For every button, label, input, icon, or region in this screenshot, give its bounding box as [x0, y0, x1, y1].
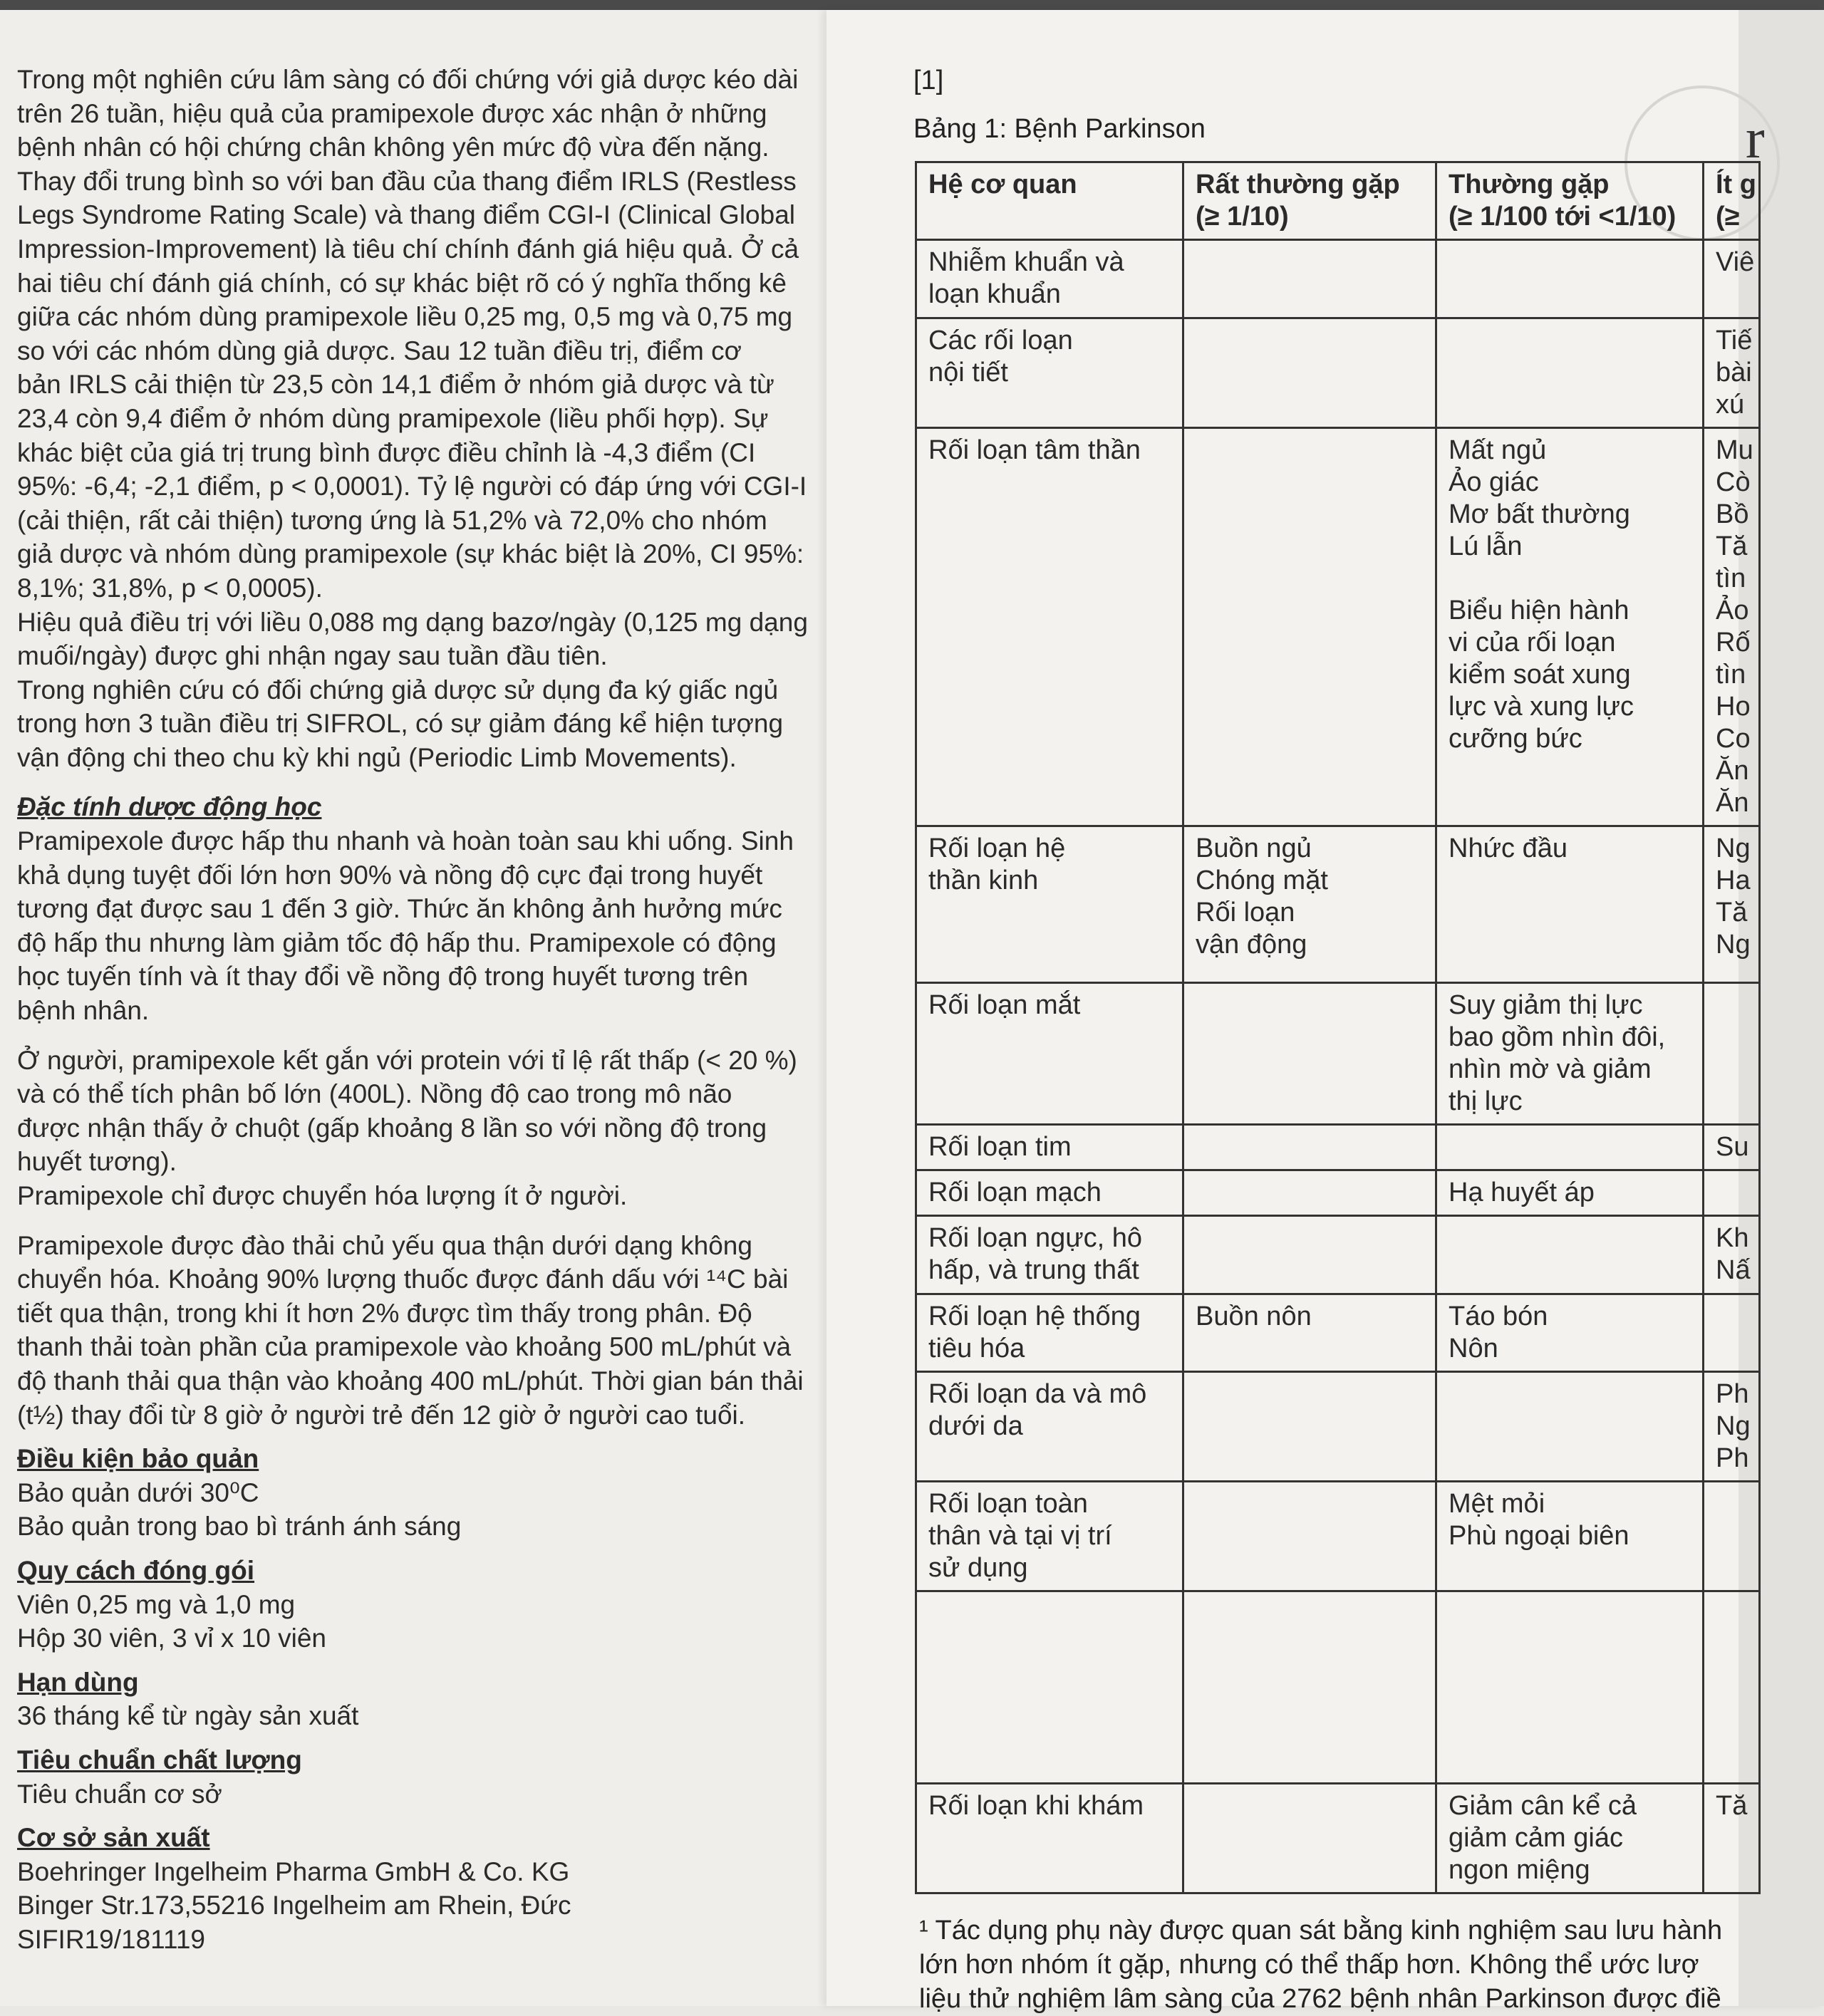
table-cell: Hạ huyết áp	[1436, 1170, 1704, 1216]
table-cell: Mệt mỏi Phù ngoại biên	[1436, 1482, 1704, 1591]
body-text-line: Bảo quản dưới 30⁰C	[17, 1477, 259, 1507]
table-cell: Nhức đầu	[1436, 826, 1704, 983]
table-cell: Rối loạn mắt	[916, 983, 1183, 1125]
table-cell: Mu Cò Bồ Tă tìn Ảo Rố tìn Ho Co Ăn Ăn	[1704, 428, 1760, 826]
footnote-line: liệu thử nghiệm lâm sàng của 2762 bệnh nhân Parkinson được điề	[919, 1984, 1721, 2014]
table-row	[916, 826, 1760, 983]
table-cell	[1436, 1216, 1704, 1294]
body-text-line: Tiêu chuẩn cơ sở	[17, 1779, 222, 1809]
body-text-line: tương đạt được sau 1 đến 3 giờ. Thức ăn không ảnh hưởng mức	[17, 894, 782, 924]
table-row	[916, 428, 1760, 826]
section-heading-shelf-life: Hạn dùng	[17, 1667, 139, 1697]
table-cell: Buồn nôn	[1183, 1294, 1436, 1372]
body-text-line: Trong một nghiên cứu lâm sàng có đối chứng với giả dược kéo dài	[17, 65, 799, 94]
table-cell	[1436, 1372, 1704, 1482]
edge-letter: r	[1746, 108, 1765, 170]
table-cell: Rối loạn hệ thống tiêu hóa	[916, 1294, 1183, 1372]
table-row	[916, 983, 1760, 1125]
table-row	[916, 1294, 1760, 1372]
table-cell: Rối loạn hệ thần kinh	[916, 826, 1183, 983]
table-row	[916, 1216, 1760, 1294]
table-cell: Mất ngủ Ảo giác Mơ bất thường Lú lẫn Biểu hiện hành vi của rối loạn kiểm soát xung lực và xung lực cưỡng bức	[1436, 428, 1704, 826]
table-cell: Ph Ng Ph	[1704, 1372, 1760, 1482]
table-cell: Rối loạn da và mô dưới da	[916, 1372, 1183, 1482]
body-text-line: độ thanh thải qua thận vào khoảng 400 mL/phút. Thời gian bán thải	[17, 1366, 804, 1396]
table-cell: Nhiễm khuẩn và loạn khuẩn	[916, 240, 1183, 318]
table-cell	[1183, 1170, 1436, 1216]
table-row	[916, 1170, 1760, 1216]
body-text-line: Pramipexole chỉ được chuyển hóa lượng ít ở người.	[17, 1181, 628, 1210]
table-row	[916, 1784, 1760, 1893]
body-text-line: giữa các nhóm dùng pramipexole liều 0,25 mg, 0,5 mg và 0,75 mg	[17, 302, 793, 332]
table-cell: Kh Nấ	[1704, 1216, 1760, 1294]
table-caption: Bảng 1: Bệnh Parkinson	[913, 114, 1206, 144]
body-text-line: chuyển hóa. Khoảng 90% lượng thuốc được đánh dấu với ¹⁴C bài	[17, 1264, 789, 1294]
body-text-line: Boehringer Ingelheim Pharma GmbH & Co. KG	[17, 1856, 570, 1886]
body-text-line: Hộp 30 viên, 3 vỉ x 10 viên	[17, 1623, 326, 1653]
page-top-shadow	[0, 0, 1824, 10]
table-cell	[1436, 1591, 1704, 1784]
table-header-row	[916, 162, 1760, 240]
body-text-line: tiết qua thận, trong khi ít hơn 2% được tìm thấy trong phân. Độ	[17, 1298, 752, 1328]
table-cell: Rối loạn mạch	[916, 1170, 1183, 1216]
body-text-line: bệnh nhân.	[17, 996, 150, 1026]
table-cell	[1183, 318, 1436, 428]
table-row	[916, 1482, 1760, 1591]
adverse-effects-table	[915, 161, 1761, 1894]
table-cell: Táo bón Nôn	[1436, 1294, 1704, 1372]
body-text-line: muối/ngày) được ghi nhận ngay sau tuần đầu tiên.	[17, 641, 608, 671]
body-text-line: Viên 0,25 mg và 1,0 mg	[17, 1589, 296, 1619]
body-text-line: bản IRLS cải thiện từ 23,5 còn 14,1 điểm ở nhóm giả dược và từ	[17, 370, 774, 400]
body-text-line: huyết tương).	[17, 1147, 177, 1177]
body-text-line: Pramipexole được hấp thu nhanh và hoàn toàn sau khi uống. Sinh	[17, 826, 794, 856]
body-text-line: Pramipexole được đào thải chủ yếu qua thận dưới dạng không	[17, 1230, 752, 1260]
body-text-line: 95%: -6,4; -2,1 điểm, p < 0,0001). Tỷ lệ người có đáp ứng với CGI-I	[17, 472, 807, 502]
table-cell: Rối loạn tâm thần	[916, 428, 1183, 826]
body-text-line: Bảo quản trong bao bì tránh ánh sáng	[17, 1512, 462, 1542]
section-heading-packaging: Quy cách đóng gói	[17, 1555, 255, 1585]
table-row	[916, 318, 1760, 428]
body-text-line: vận động chi theo chu kỳ khi ngủ (Periodic Limb Movements).	[17, 742, 737, 772]
table-cell	[1436, 240, 1704, 318]
table-cell	[1183, 1216, 1436, 1294]
body-text-line: được nhận thấy ở chuột (gấp khoảng 8 lần so với nồng độ trong	[17, 1113, 767, 1143]
body-text-line: Impression-Improvement) là tiêu chí chính đánh giá hiệu quả. Ở cả	[17, 234, 799, 264]
body-text-line: bệnh nhân có hội chứng chân không yên mức độ vừa đến nặng.	[17, 133, 770, 162]
table-header-cell: Thường gặp (≥ 1/100 tới <1/10)	[1436, 162, 1704, 240]
body-text-line: (t½) thay đổi từ 8 giờ ở người trẻ đến 12 giờ ở người cao tuổi.	[17, 1400, 746, 1430]
body-text-line: trong hơn 3 tuần điều trị SIFROL, có sự giảm đáng kể hiện tượng	[17, 709, 784, 739]
table-header-cell: Hệ cơ quan	[916, 162, 1183, 240]
body-text-line: khác biệt của giá trị trung bình được điều chỉnh là -4,3 điểm (CI	[17, 437, 756, 467]
table-header-cell: Ít g (≥	[1704, 162, 1760, 240]
body-text-line: 36 tháng kể từ ngày sản xuất	[17, 1701, 359, 1731]
body-text-line: Ở người, pramipexole kết gắn với protein với tỉ lệ rất thấp (< 20 %)	[17, 1045, 797, 1075]
table-cell	[1704, 1482, 1760, 1591]
body-text-line: Legs Syndrome Rating Scale) và thang điểm CGI-I (Clinical Global	[17, 200, 795, 230]
table-cell	[1183, 983, 1436, 1125]
body-text-line: hai tiêu chí đánh giá chính, có sự khác biệt rõ có ý nghĩa thống kê	[17, 268, 787, 298]
table-cell	[1183, 1372, 1436, 1482]
body-text-line: và có thể tích phân bố lớn (400L). Nồng độ cao trong mô não	[17, 1079, 732, 1109]
table-cell	[1436, 318, 1704, 428]
body-text-line: giả dược và nhóm dùng pramipexole (sự khác biệt là 20%, CI 95%:	[17, 539, 804, 569]
footnote-line: lớn hơn nhóm ít gặp, nhưng có thể thấp hơn. Không thể ước lượ	[919, 1950, 1699, 1980]
left-column-text	[17, 63, 872, 1956]
body-text-line: Binger Str.173,55216 Ingelheim am Rhein, Đức	[17, 1891, 571, 1921]
table-row	[916, 1125, 1760, 1170]
table-cell	[916, 1591, 1183, 1784]
table-cell: Su	[1704, 1125, 1760, 1170]
table-row	[916, 1591, 1760, 1784]
table-row	[916, 1372, 1760, 1482]
table-cell	[1704, 1591, 1760, 1784]
table-cell	[1183, 1784, 1436, 1893]
table-cell: Viê	[1704, 240, 1760, 318]
body-text-line: Trong nghiên cứu có đối chứng giả dược sử dụng đa ký giấc ngủ	[17, 675, 779, 705]
table-cell: Buồn ngủ Chóng mặt Rối loạn vận động	[1183, 826, 1436, 983]
body-text-line: Hiệu quả điều trị với liều 0,088 mg dạng bazơ/ngày (0,125 mg dạng	[17, 607, 808, 637]
body-text-line: trên 26 tuần, hiệu quả của pramipexole được xác nhận ở những	[17, 98, 767, 128]
table-cell	[1704, 983, 1760, 1125]
table-cell	[1183, 1482, 1436, 1591]
table-cell: Các rối loạn nội tiết	[916, 318, 1183, 428]
table-cell	[1183, 428, 1436, 826]
table-header-cell: Rất thường gặp (≥ 1/10)	[1183, 162, 1436, 240]
table-cell: Rối loạn toàn thân và tại vị trí sử dụng	[916, 1482, 1183, 1591]
body-text-line: thanh thải toàn phần của pramipexole vào khoảng 500 mL/phút và	[17, 1332, 792, 1362]
footnote-line: ¹ Tác dụng phụ này được quan sát bằng kinh nghiệm sau lưu hành	[919, 1916, 1723, 1945]
table-row	[916, 240, 1760, 318]
body-text-line: Thay đổi trung bình so với ban đầu của thang điểm IRLS (Restless	[17, 166, 797, 196]
body-text-line: 8,1%; 31,8%, p < 0,0005).	[17, 573, 323, 603]
table-cell: Suy giảm thị lực bao gồm nhìn đôi, nhìn mờ và giảm thị lực	[1436, 983, 1704, 1125]
table-cell: Ng Ha Tă Ng	[1704, 826, 1760, 983]
table-cell	[1704, 1294, 1760, 1372]
section-heading-quality: Tiêu chuẩn chất lượng	[17, 1745, 302, 1775]
section-heading-pharmacokinetics: Đặc tính dược động học	[17, 792, 322, 822]
table-cell	[1436, 1125, 1704, 1170]
table-cell	[1704, 1170, 1760, 1216]
table-cell: Tiế bài xú	[1704, 318, 1760, 428]
table-cell: Giảm cân kể cả giảm cảm giác ngon miệng	[1436, 1784, 1704, 1893]
section-heading-manufacturer: Cơ sở sản xuất	[17, 1823, 210, 1853]
body-text-line: 23,4 còn 9,4 điểm ở nhóm dùng pramipexole (liều phối hợp). Sự	[17, 403, 769, 433]
body-text-line: độ hấp thu nhưng làm giảm tốc độ hấp thu. Pramipexole có động	[17, 928, 777, 957]
table-cell: Tă	[1704, 1784, 1760, 1893]
table-cell	[1183, 240, 1436, 318]
body-text-line: so với các nhóm dùng giả dược. Sau 12 tuần điều trị, điểm cơ	[17, 336, 742, 365]
table-cell	[1183, 1125, 1436, 1170]
reference-marker: [1]	[913, 66, 944, 95]
table-cell: Rối loạn tim	[916, 1125, 1183, 1170]
body-text-line: (cải thiện, rất cải thiện) tương ứng là 51,2% và 72,0% cho nhóm	[17, 505, 767, 535]
table-cell	[1183, 1591, 1436, 1784]
body-text-line: SIFIR19/181119	[17, 1924, 205, 1954]
table-footnote	[919, 1913, 1746, 2016]
section-heading-storage: Điều kiện bảo quản	[17, 1444, 259, 1474]
body-text-line: khả dụng tuyệt đối lớn hơn 90% và nồng độ cực đại trong huyết	[17, 860, 763, 890]
table-cell: Rối loạn khi khám	[916, 1784, 1183, 1893]
table-cell: Rối loạn ngực, hô hấp, và trung thất	[916, 1216, 1183, 1294]
body-text-line: học tuyến tính và ít thay đổi về nồng độ trong huyết tương trên	[17, 962, 749, 992]
